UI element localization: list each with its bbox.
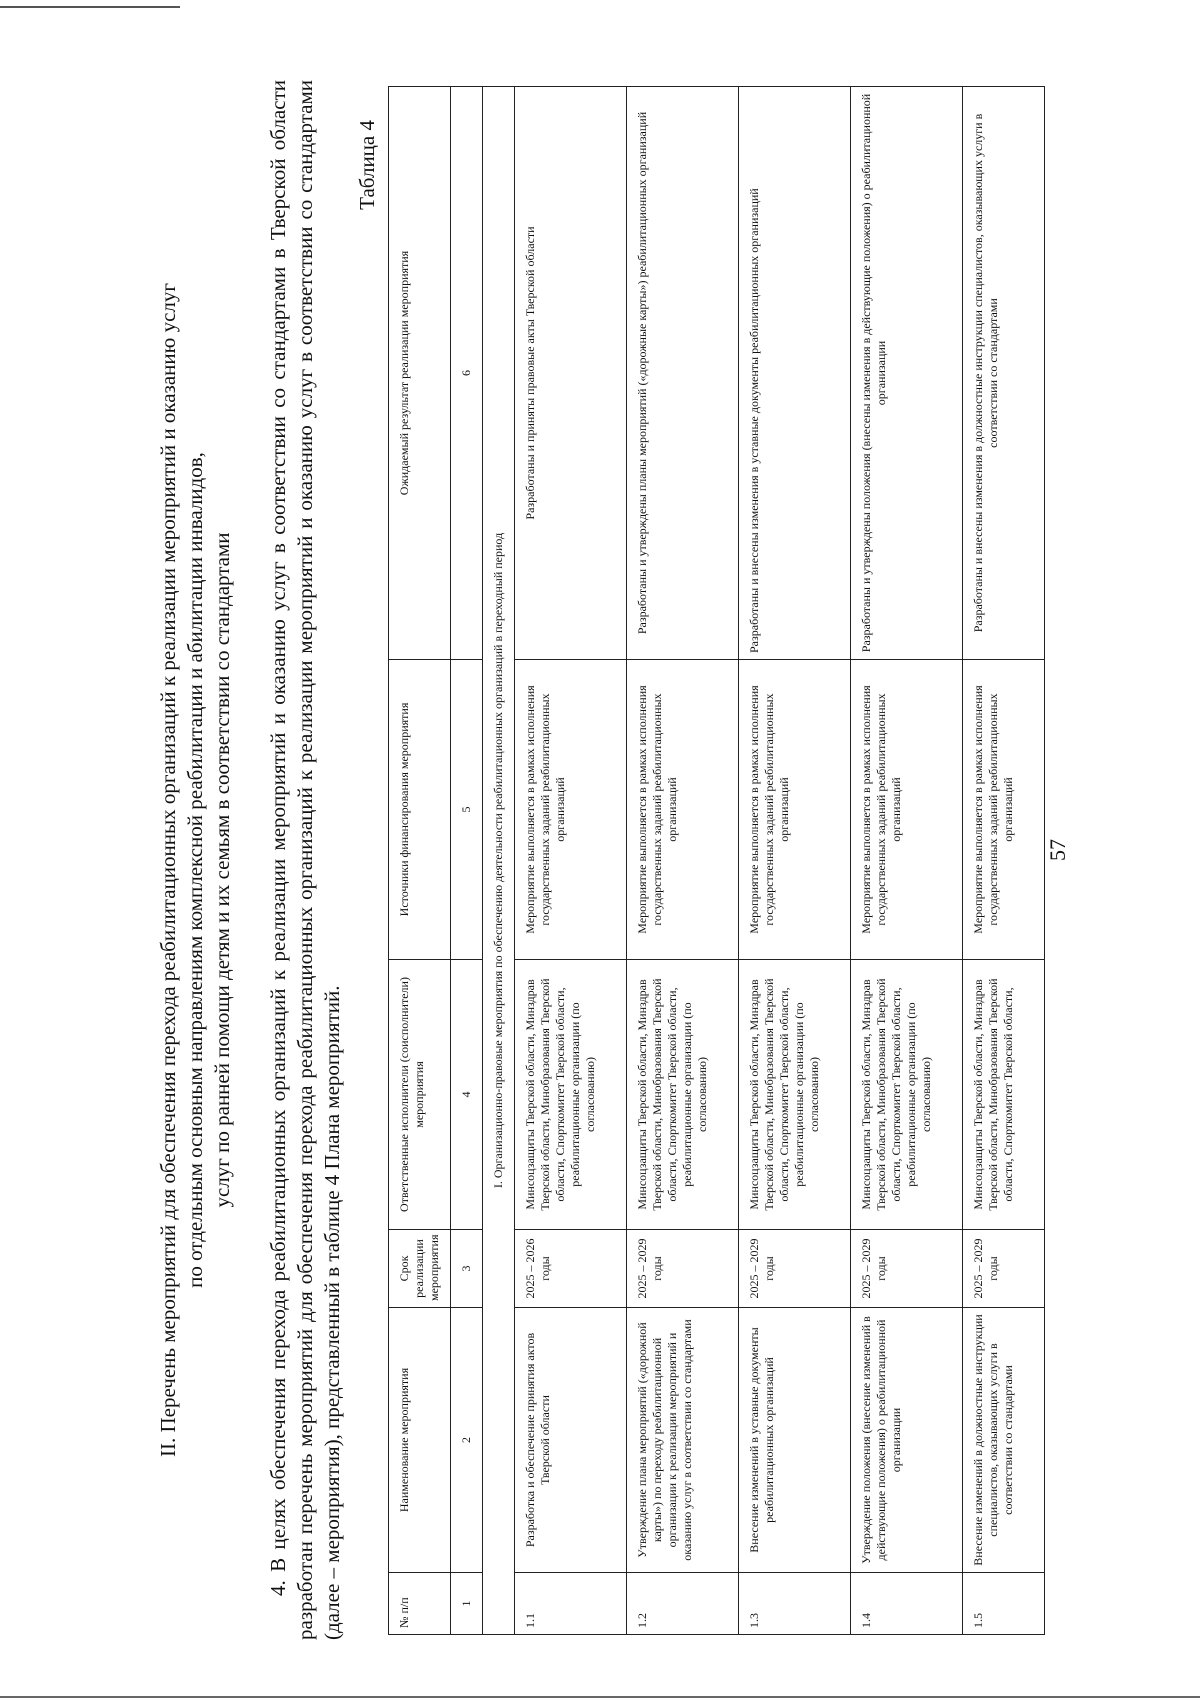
table-row — [627, 87, 739, 1635]
measures-table — [388, 86, 1045, 1635]
intro-paragraph — [265, 80, 346, 1640]
column-number: 5 — [451, 660, 483, 960]
table-row — [739, 87, 851, 1635]
measure-financing: Мероприятие выполняется в рамках исполнения государственных заданий реабилитационных организаций — [851, 660, 963, 960]
row-number: 1.3 — [739, 1573, 851, 1635]
measure-result: Разработаны и утверждены планы мероприятий («дорожные карты») реабилитационных организаций — [627, 87, 739, 660]
measure-term: 2025 – 2029 годы — [851, 1230, 963, 1308]
column-number: 2 — [451, 1308, 483, 1573]
column-number: 1 — [451, 1573, 483, 1635]
measure-name: Утверждение плана мероприятий («дорожной карты») по переходу реабилитационной организации к реализации мероприятий и оказанию услуг в соответствии со стандартами — [627, 1308, 739, 1573]
measure-financing: Мероприятие выполняется в рамках исполнения государственных заданий реабилитационных организаций — [739, 660, 851, 960]
header-cell: № п/п — [389, 1573, 451, 1635]
measure-executors: Минсоцзащиты Тверской области, Минздрав Тверской области, Минобразования Тверской области, Спорткомитет Тверской области, реабилитационные организации (по согласованию) — [627, 960, 739, 1230]
measure-name: Внесение изменений в должностные инструкции специалистов, оказывающих услуги в соответствии со стандартами — [963, 1308, 1045, 1573]
measure-term: 2025 – 2029 годы — [627, 1230, 739, 1308]
table-row — [963, 87, 1045, 1635]
measure-executors: Минсоцзащиты Тверской области, Минздрав Тверской области, Минобразования Тверской области, Спорткомитет Тверской области, реабилитационные организации (по согласованию) — [851, 960, 963, 1230]
measure-financing: Мероприятие выполняется в рамках исполнения государственных заданий реабилитационных организаций — [627, 660, 739, 960]
measure-executors: Минсоцзащиты Тверской области, Минздрав Тверской области, Минобразования Тверской области, Спорткомитет Тверской области, — [963, 960, 1045, 1230]
table-row — [515, 87, 627, 1635]
section-heading — [155, 140, 236, 1600]
paragraph-text: 4. В целях обеспечения перехода реабилитационных организаций к реализации мероприятий и оказанию услуг в соответствии со стандартами в Тверской области разработан перечень мероприятий для обеспечения перехода реабилитационных организаций к реализации мероприятий и оказанию услуг в соответствии со стандартами (далее – мероприятия), представленный в таблице 4 Плана мероприятий. — [266, 80, 344, 1640]
table-label: Таблица 4 — [355, 120, 379, 210]
header-cell: Источники финансирования мероприятия — [389, 660, 451, 960]
measure-term: 2025 – 2029 годы — [739, 1230, 851, 1308]
measure-executors: Минсоцзащиты Тверской области, Минздрав Тверской области, Минобразования Тверской области, Спорткомитет Тверской области, реабилитационные организации (по согласованию) — [739, 960, 851, 1230]
row-number: 1.2 — [627, 1573, 739, 1635]
column-number-row — [451, 87, 483, 1635]
heading-line: II. Перечень мероприятий для обеспечения перехода реабилитационных организаций к реализации мероприятий и оказанию услуг — [156, 283, 180, 1457]
measure-result: Разработаны и внесены изменения в уставные документы реабилитационных организаций — [739, 87, 851, 660]
measure-term: 2025 – 2026 годы — [515, 1230, 627, 1308]
row-number: 1.4 — [851, 1573, 963, 1635]
measure-result: Разработаны и внесены изменения в должностные инструкции специалистов, оказывающих услуги в соответствии со стандартами — [963, 87, 1045, 660]
page-number: 57 — [1045, 839, 1070, 861]
header-cell: Наименование мероприятия — [389, 1308, 451, 1573]
measure-financing: Мероприятие выполняется в рамках исполнения государственных заданий реабилитационных организаций — [515, 660, 627, 960]
header-cell: Срок реализации мероприятия — [389, 1230, 451, 1308]
row-number: 1.1 — [515, 1573, 627, 1635]
measure-name: Разработка и обеспечение принятия актов Тверской области — [515, 1308, 627, 1573]
heading-line: услуг по ранней помощи детям и их семьям в соответствии со стандартами — [210, 532, 234, 1208]
measure-result: Разработаны и утверждены положения (внесены изменения в действующие положения) о реабилитационной организации — [851, 87, 963, 660]
measure-term: 2025 – 2029 годы — [963, 1230, 1045, 1308]
section-row — [483, 87, 515, 1635]
section-title: I. Организационно-правовые мероприятия по обеспечению деятельности реабилитационных организаций в переходный период — [483, 87, 515, 1635]
heading-line: по отдельным основным направлениям комплексной реабилитации и абилитации инвалидов, — [183, 452, 207, 1288]
measure-executors: Минсоцзащиты Тверской области, Минздрав Тверской области, Минобразования Тверской области, Спорткомитет Тверской области, реабилитационные организации (по согласованию) — [515, 960, 627, 1230]
measure-name: Внесение изменений в уставные документы реабилитационных организаций — [739, 1308, 851, 1573]
table-row — [851, 87, 963, 1635]
header-cell: Ожидаемый результат реализации мероприятия — [389, 87, 451, 660]
measure-result: Разработаны и приняты правовые акты Тверской области — [515, 87, 627, 660]
column-number: 6 — [451, 87, 483, 660]
row-number: 1.5 — [963, 1573, 1045, 1635]
measure-financing: Мероприятие выполняется в рамках исполнения государственных заданий реабилитационных организаций — [963, 660, 1045, 960]
table-header-row — [389, 87, 451, 1635]
measure-name: Утверждение положения (внесение изменений в действующие положения) о реабилитационной организации — [851, 1308, 963, 1573]
header-cell: Ответственные исполнители (соисполнители) мероприятия — [389, 960, 451, 1230]
column-number: 3 — [451, 1230, 483, 1308]
column-number: 4 — [451, 960, 483, 1230]
